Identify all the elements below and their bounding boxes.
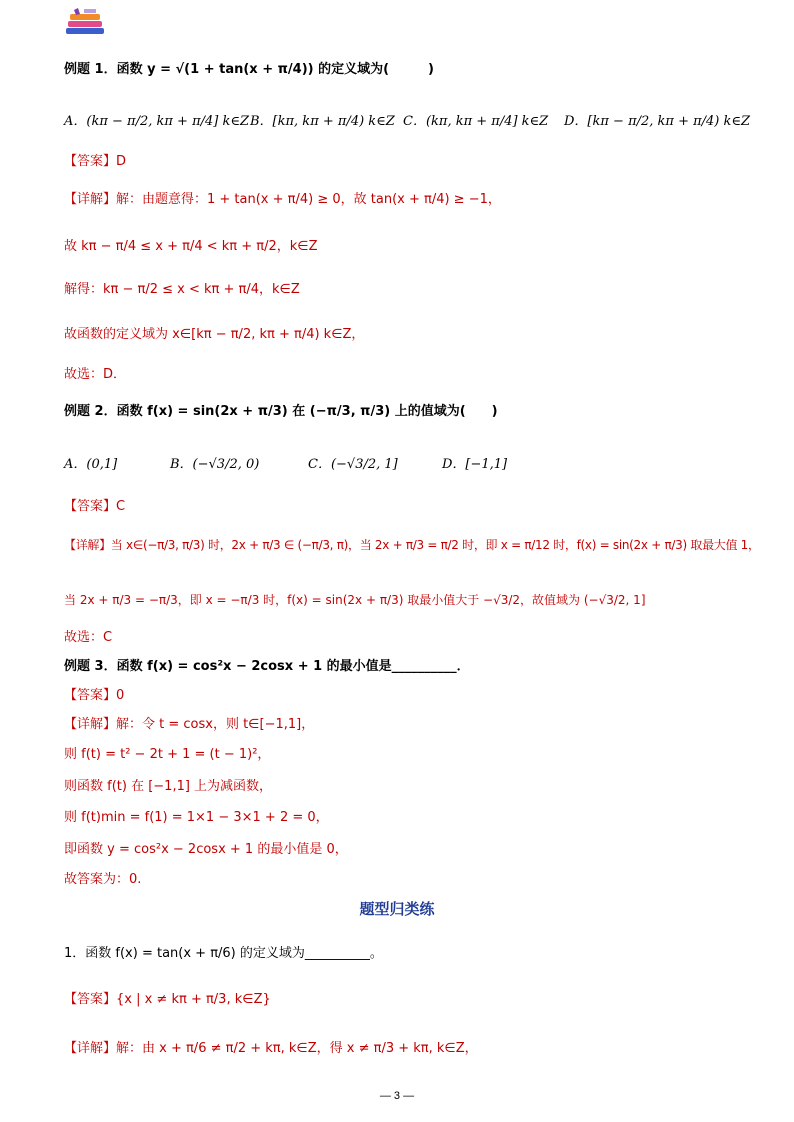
example2-answer: 【答案】C [64,499,126,514]
example3-answer: 【答案】0 [64,688,125,703]
example3-detail-2: 则 f(t) = t² − 2t + 1 = (t − 1)²， [64,747,271,762]
example3-detail-3: 则函数 f(t) 在 [−1,1] 上为减函数， [64,779,273,794]
example2-detail-2: 当 2x + π/3 = −π/3，即 x = −π/3 时，f(x) = sin(2x + π/3) 取最小值大于 −√3/2，故值域为 (−√3/2, 1] [64,593,646,607]
example3-question: 例题 3．函数 f(x) = cos²x − 2cosx + 1 的最小值是__________． [64,659,470,674]
exercise1-answer: 【答案】{x | x ≠ kπ + π/3, k∈Z} [64,992,271,1007]
example1-detail-5: 故选：D． [64,367,127,382]
example1-answer: 【答案】D [64,154,127,169]
example2-option-b[interactable]: B．(−√3/2, 0) [170,457,260,472]
example2-option-a[interactable]: A．(0,1] [64,457,118,472]
page-number: — 3 — [379,1090,415,1102]
example2-option-c[interactable]: C．(−√3/2, 1] [308,457,398,472]
example1-detail-2: 故 kπ − π/4 ≤ x + π/4 < kπ + π/2，k∈Z [64,239,318,254]
example3-detail-1: 【详解】解：令 t = cosx，则 t∈[−1,1]， [64,717,315,732]
example3-detail-6: 故答案为：0. [64,872,142,887]
example3-detail-4: 则 f(t)min = f(1) = 1×1 − 3×1 + 2 = 0， [64,810,329,825]
example1-detail-1: 【详解】解：由题意得：1 + tan(x + π/4) ≥ 0，故 tan(x + π/4) ≥ −1， [64,192,501,207]
example1-question: 例题 1．函数 y = √(1 + tan(x + π/4)) 的定义域为( ) [64,62,434,77]
example3-detail-5: 即函数 y = cos²x − 2cosx + 1 的最小值是 0， [64,842,348,857]
exercise1-detail-1: 【详解】解：由 x + π/6 ≠ π/2 + kπ, k∈Z，得 x ≠ π/3 + kπ, k∈Z， [64,1041,478,1056]
example2-option-d[interactable]: D．[−1,1] [442,457,508,472]
example2-detail-3: 故选：C [64,630,113,645]
example1-option-d[interactable]: D．[kπ − π/2, kπ + π/4) k∈Z [564,114,751,129]
example2-detail-1: 【详解】当 x∈(−π/3, π/3) 时，2x + π/3 ∈ (−π/3, π)，当 2x + π/3 = π/2 时，即 x = π/12 时，f(x) = sin(2x + π/3) 取最大值 1， [64,538,760,552]
example1-detail-4: 故函数的定义域为 x∈[kπ − π/2, kπ + π/4) k∈Z， [64,327,365,342]
section-title: 题型归类练 [359,900,435,918]
example1-option-c[interactable]: C．(kπ, kπ + π/4] k∈Z [403,114,549,129]
exercise1-question: 1．函数 f(x) = tan(x + π/6) 的定义域为__________。 [64,946,383,961]
book-stack-icon [64,8,108,38]
example2-question: 例题 2．函数 f(x) = sin(2x + π/3) 在 (−π/3, π/3) 上的值域为( ) [64,404,498,419]
example1-option-b[interactable]: B．[kπ, kπ + π/4) k∈Z [250,114,395,129]
example1-detail-3: 解得：kπ − π/2 ≤ x < kπ + π/4，k∈Z [64,282,300,297]
example1-option-a[interactable]: A．(kπ − π/2, kπ + π/4] k∈Z [64,114,250,129]
